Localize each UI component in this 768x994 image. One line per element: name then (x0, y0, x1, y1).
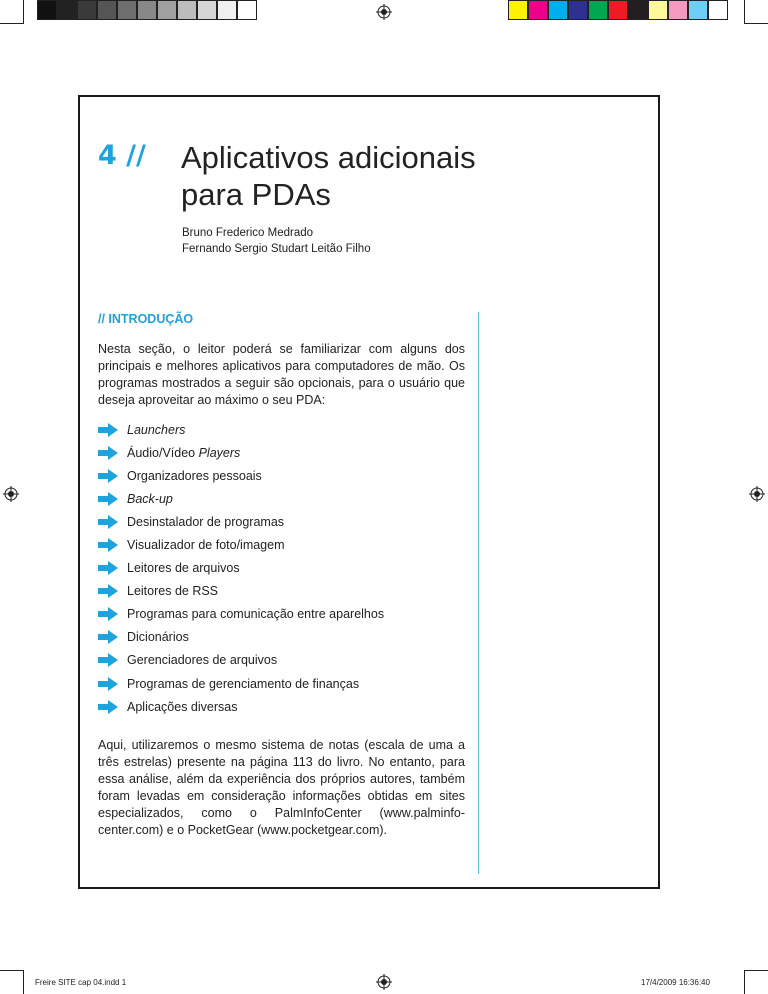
list-item-text: Organizadores pessoais (127, 468, 262, 483)
list-item-label (127, 538, 285, 552)
arrow-right-icon (98, 584, 118, 598)
color-swatch (588, 0, 608, 20)
intro-paragraph: Nesta seção, o leitor poderá se familiarizar com alguns dos principais e melhores aplicativos para computadores de mão. Os programas mostrados a seguir são opcionais, para o usuário que deseja aproveitar ao máximo o seu PDA: (98, 342, 465, 407)
list-item-label (127, 423, 185, 437)
list-item-text: Áudio/Vídeo (127, 445, 199, 460)
list-item-label (127, 584, 218, 598)
crop-mark (23, 970, 24, 994)
list-item-label (127, 515, 284, 529)
color-swatch (648, 0, 668, 20)
list-item-label (127, 677, 359, 691)
chapter-number: 4 // (98, 140, 146, 171)
color-swatch (37, 0, 57, 20)
arrow-right-icon (98, 492, 118, 506)
list-item-label (127, 446, 240, 460)
list-item (98, 649, 384, 672)
footer-filename: Freire SITE cap 04.indd 1 (35, 978, 127, 987)
color-swatch (117, 0, 137, 20)
app-category-list (98, 418, 384, 718)
arrow-right-icon (98, 700, 118, 714)
list-item-label (127, 700, 237, 714)
list-item (98, 626, 384, 649)
list-item-label (127, 469, 262, 483)
arrow-right-icon (98, 423, 118, 437)
color-swatch (97, 0, 117, 20)
color-swatch (217, 0, 237, 20)
arrow-right-icon (98, 469, 118, 483)
arrow-right-icon (98, 515, 118, 529)
arrow-right-icon (98, 677, 118, 691)
list-item-text: Visualizador de foto/imagem (127, 538, 285, 553)
arrow-right-icon (98, 630, 118, 644)
crop-mark (23, 0, 24, 24)
chapter-title (181, 139, 541, 213)
color-swatch (668, 0, 688, 20)
list-item (98, 487, 384, 510)
list-item-emphasis: Back-up (127, 491, 173, 506)
crop-mark (0, 23, 24, 24)
color-swatch (237, 0, 257, 20)
color-swatch (177, 0, 197, 20)
crop-mark (744, 970, 768, 971)
registration-target-icon (376, 974, 392, 990)
list-item (98, 533, 384, 556)
footer-timestamp: 17/4/2009 16:36:40 (641, 978, 710, 987)
arrow-right-icon (98, 607, 118, 621)
list-item (98, 672, 384, 695)
color-swatch (548, 0, 568, 20)
color-swatch (197, 0, 217, 20)
list-item-label (127, 630, 189, 644)
chapter-title-line: para PDAs (181, 177, 331, 212)
section-title: // INTRODUÇÃO (98, 312, 194, 326)
list-item-text: Aplicações diversas (127, 699, 238, 714)
color-swatch (688, 0, 708, 20)
list-item-text: Programas para comunicação entre aparelhos (127, 607, 385, 622)
list-item-text: Leitores de arquivos (127, 561, 240, 576)
registration-target-icon (376, 4, 392, 20)
author-name: Bruno Frederico Medrado (182, 227, 314, 239)
list-item (98, 580, 384, 603)
list-item-label (127, 561, 240, 575)
arrow-right-icon (98, 653, 118, 667)
color-swatch (608, 0, 628, 20)
list-item-emphasis: Players (198, 445, 241, 460)
list-item (98, 510, 384, 533)
list-item-emphasis: Launchers (127, 422, 186, 437)
color-swatch (57, 0, 77, 20)
crop-mark (744, 0, 745, 24)
arrow-right-icon (98, 538, 118, 552)
list-item-text: Programas de gerenciamento de finanças (127, 676, 360, 691)
color-swatch (77, 0, 97, 20)
list-item (98, 695, 384, 718)
list-item-text: Desinstalador de programas (127, 514, 285, 529)
list-item (98, 464, 384, 487)
crop-mark (744, 23, 768, 24)
color-swatch (708, 0, 728, 20)
registration-target-icon (3, 486, 19, 502)
registration-target-icon (749, 486, 765, 502)
list-item-text: Leitores de RSS (127, 584, 219, 599)
list-item-label (127, 607, 384, 621)
column-divider (478, 312, 479, 874)
color-swatch (568, 0, 588, 20)
arrow-right-icon (98, 561, 118, 575)
author-name: Fernando Sergio Studart Leitão Filho (182, 243, 371, 255)
chapter-title-line: Aplicativos adicionais (181, 140, 476, 175)
list-item (98, 557, 384, 580)
color-swatch (137, 0, 157, 20)
color-swatch (628, 0, 648, 20)
color-swatch (508, 0, 528, 20)
list-item (98, 603, 384, 626)
list-item-text: Dicionários (127, 630, 189, 645)
color-swatch (157, 0, 177, 20)
list-item-label (127, 653, 277, 667)
color-swatch (528, 0, 548, 20)
authors (182, 225, 371, 257)
list-item (98, 418, 384, 441)
list-item-text: Gerenciadores de arquivos (127, 653, 278, 668)
arrow-right-icon (98, 446, 118, 460)
list-item (98, 441, 384, 464)
crop-mark (0, 970, 24, 971)
closing-paragraph: Aqui, utilizaremos o mesmo sistema de notas (escala de uma a três estrelas) presente na página 113 do livro. No entanto, para essa análise, além da experiência dos próprios autores, também foram levadas em consideração informações obtidas em sites especializados, como o PalmInfoCenter (www.palminfo-center.com) e o PocketGear (www.pocketgear.com). (98, 738, 465, 837)
crop-mark (744, 970, 745, 994)
list-item-label (127, 492, 173, 506)
